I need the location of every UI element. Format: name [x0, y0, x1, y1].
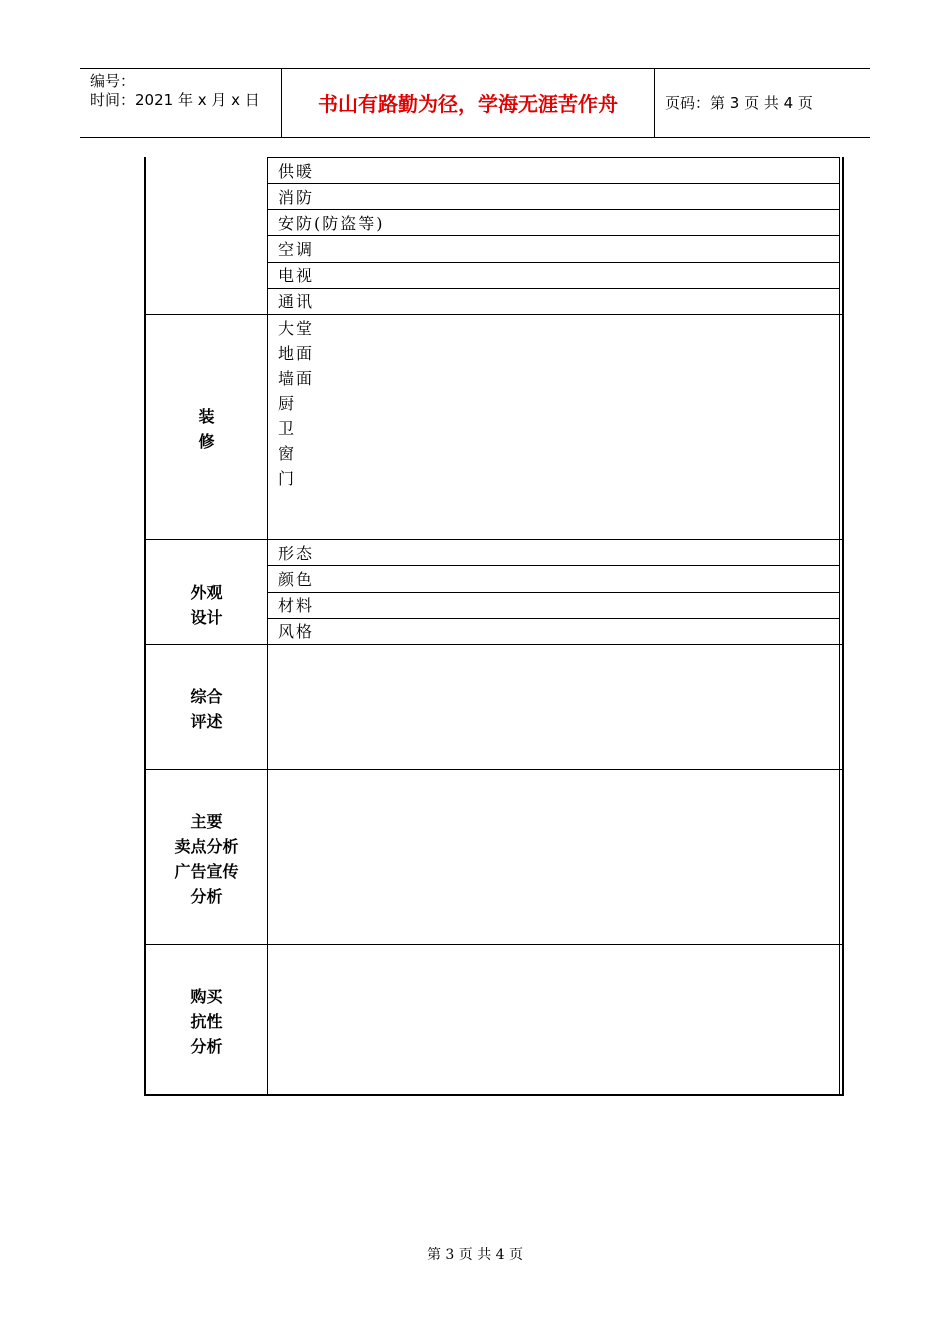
decoration-items	[278, 316, 314, 491]
row-divider	[267, 618, 840, 619]
equipment-item: 通讯	[278, 292, 315, 311]
equipment-item: 空调	[278, 240, 315, 259]
section-label-exterior: 外观 设计	[190, 583, 223, 627]
decoration-item: 墙面	[278, 369, 315, 388]
column-divider	[267, 157, 268, 1096]
section-divider	[144, 539, 844, 540]
section-divider	[144, 769, 844, 770]
section-label-overview: 综合 评述	[190, 687, 223, 731]
exterior-item: 形态	[278, 544, 315, 563]
exterior-item: 颜色	[278, 570, 315, 589]
decoration-item: 地面	[278, 344, 315, 363]
header-meta-cell	[80, 69, 282, 137]
exterior-item: 材料	[278, 596, 315, 615]
header-page-cell	[655, 69, 870, 137]
decoration-item: 窗	[278, 444, 297, 463]
row-divider	[267, 209, 840, 210]
equipment-item: 电视	[278, 266, 315, 285]
section-label-selling-points: 主要 卖点分析 广告宣传 分析	[174, 812, 239, 906]
page-header	[80, 68, 870, 138]
section-label-resistance: 购买 抗性 分析	[190, 987, 223, 1056]
document-date: 时间：2021 年 x 月 x 日	[90, 91, 260, 109]
section-divider	[144, 644, 844, 645]
header-motto-cell	[282, 69, 655, 137]
row-divider	[267, 183, 840, 184]
page-info: 页码：第 3 页 共 4 页	[665, 94, 813, 112]
row-divider	[267, 262, 840, 263]
document-number: 编号：	[90, 72, 136, 90]
row-divider	[267, 235, 840, 236]
motto: 书山有路勤为径，学海无涯苦作舟	[318, 92, 618, 116]
equipment-item: 安防(防盗等)	[278, 214, 385, 233]
decoration-item: 门	[278, 469, 297, 488]
section-divider	[144, 944, 844, 945]
equipment-item: 供暖	[278, 162, 315, 181]
column-divider-right	[839, 157, 840, 1096]
row-divider	[267, 157, 840, 158]
row-divider	[267, 288, 840, 289]
page-footer: 第 3 页 共 4 页	[426, 1247, 524, 1263]
exterior-item: 风格	[278, 622, 315, 641]
decoration-item: 厨	[278, 394, 297, 413]
table-border-bottom	[144, 1094, 844, 1096]
decoration-item: 大堂	[278, 319, 315, 338]
row-divider	[267, 592, 840, 593]
equipment-item: 消防	[278, 188, 315, 207]
decoration-item: 卫	[278, 419, 297, 438]
table-border-right	[842, 157, 844, 1096]
section-divider	[144, 314, 844, 315]
row-divider	[267, 565, 840, 566]
survey-form-table	[144, 157, 844, 1096]
section-label-decoration: 装 修	[198, 407, 215, 451]
